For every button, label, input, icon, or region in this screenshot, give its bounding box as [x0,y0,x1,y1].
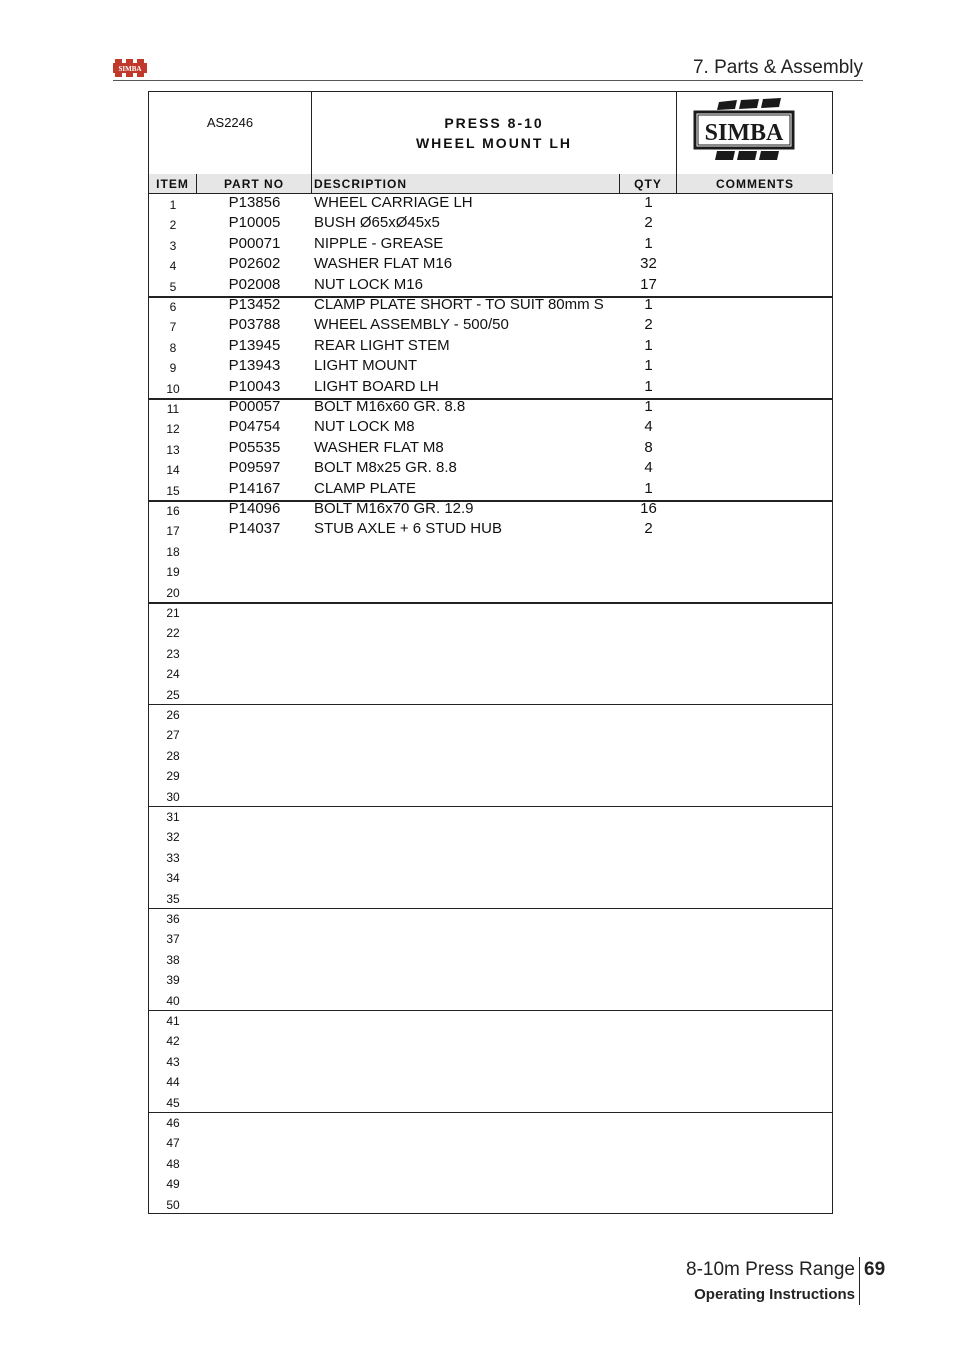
column-header-qty: QTY [620,174,677,194]
row-part-number: P10005 [228,214,281,232]
row-description: NUT LOCK M16 [314,275,423,293]
footer-subtitle: Operating Instructions [694,1286,855,1303]
section-title: 7. Parts & Assembly [692,57,863,78]
row-item-number: 14 [166,463,180,478]
row-quantity: 17 [640,275,657,293]
assembly-title-line2: WHEEL MOUNT LH [415,135,573,151]
row-quantity: 2 [644,214,653,232]
table-row [149,1093,832,1113]
table-row [149,991,832,1011]
header-logo-text: SIMBA [118,65,142,73]
row-item-number: 13 [166,442,180,457]
table-row [149,950,832,970]
row-item-number: 18 [166,544,180,559]
table-row [149,501,832,521]
table-row [149,440,832,460]
row-quantity: 4 [644,459,653,477]
row-part-number: P13856 [228,194,281,211]
row-item-number: 24 [166,667,180,682]
row-item-number: 35 [166,891,180,906]
table-row [149,521,832,541]
row-item-number: 46 [166,1116,180,1130]
table-row [149,542,832,562]
table-row [149,195,832,215]
row-item-number: 17 [166,524,180,539]
table-row [149,848,832,868]
table-row [149,970,832,990]
row-quantity: 8 [644,438,653,456]
row-item-number: 1 [169,198,177,212]
table-row [149,1072,832,1092]
table-row [149,1195,832,1215]
table-row [149,277,832,297]
row-item-number: 39 [166,973,180,988]
table-row [149,358,832,378]
row-item-number: 11 [166,402,180,416]
footer-product-title: 8-10m Press Range [686,1259,855,1280]
row-item-number: 7 [169,320,177,335]
row-part-number: P00071 [228,234,281,252]
column-header-item: ITEM [149,174,197,194]
row-item-number: 34 [166,871,180,886]
row-item-number: 42 [166,1034,180,1049]
table-row [149,1011,832,1031]
table-row [149,562,832,582]
row-quantity: 1 [644,398,653,415]
table-row [149,399,832,419]
row-item-number: 12 [166,422,180,437]
table-row [149,419,832,439]
table-row [149,297,832,317]
row-item-number: 10 [166,381,180,396]
table-row [149,644,832,664]
row-part-number: P14037 [228,520,281,538]
row-description: BOLT M16x60 GR. 8.8 [314,398,466,415]
row-quantity: 1 [644,336,653,354]
row-item-number: 25 [166,687,180,702]
row-item-number: 49 [166,1177,180,1192]
row-item-number: 23 [166,646,180,661]
row-item-number: 28 [166,748,180,763]
table-row [149,379,832,399]
table-row [149,623,832,643]
assembly-title [312,92,677,174]
row-part-number: P13452 [228,296,281,313]
table-row [149,215,832,235]
row-item-number: 4 [169,259,177,274]
row-quantity: 2 [644,520,653,538]
row-description: STUB AXLE + 6 STUD HUB [314,520,502,538]
title-block [149,92,832,175]
table-row [149,685,832,705]
column-header-part-no: PART NO [197,174,312,194]
table-row [149,766,832,786]
row-quantity: 32 [640,255,657,273]
row-item-number: 2 [169,218,177,233]
row-part-number: P14167 [228,479,281,497]
row-item-number: 26 [166,708,180,722]
table-row [149,889,832,909]
row-item-number: 21 [166,606,180,620]
table-row [149,1174,832,1194]
row-description: WASHER FLAT M16 [314,255,453,273]
row-quantity: 1 [644,479,653,497]
row-item-number: 48 [166,1156,180,1171]
table-row [149,481,832,501]
row-item-number: 15 [166,483,180,498]
table-row [149,338,832,358]
row-description: BOLT M8x25 GR. 8.8 [314,459,457,477]
column-header-description: DESCRIPTION [312,174,620,194]
table-row [149,705,832,725]
row-quantity: 1 [644,377,653,395]
row-item-number: 31 [166,810,180,824]
row-part-number: P09597 [228,459,281,477]
row-quantity: 2 [644,316,653,334]
table-row [149,1052,832,1072]
table-row [149,460,832,480]
row-description: REAR LIGHT STEM [314,336,450,354]
row-quantity: 1 [644,357,653,375]
logo-text: SIMBA [704,120,784,146]
row-part-number: P13945 [228,336,281,354]
header-rule [113,80,863,81]
row-item-number: 33 [166,850,180,865]
row-part-number: P00057 [228,398,281,415]
row-item-number: 41 [166,1014,180,1028]
row-part-number: P13943 [228,357,281,375]
row-part-number: P05535 [228,438,281,456]
row-description: WASHER FLAT M8 [314,438,444,456]
row-quantity: 16 [640,500,657,517]
row-item-number: 29 [166,769,180,784]
row-description: BUSH Ø65xØ45x5 [314,214,440,232]
row-quantity: 1 [644,194,653,211]
row-part-number: P04754 [228,418,281,436]
parts-sheet [148,91,833,1214]
row-description: NUT LOCK M8 [314,418,415,436]
row-item-number: 3 [169,238,177,253]
table-row [149,256,832,276]
row-description: WHEEL ASSEMBLY - 500/50 [314,316,509,334]
row-part-number: P02008 [228,275,281,293]
row-description: BOLT M16x70 GR. 12.9 [314,500,474,517]
assembly-number: AS2246 [149,92,312,174]
row-quantity: 1 [644,296,653,313]
table-row [149,725,832,745]
row-item-number: 45 [166,1095,180,1110]
assembly-title-line1: PRESS 8-10 [444,115,544,131]
row-item-number: 20 [166,585,180,600]
row-description: CLAMP PLATE [314,479,416,497]
row-description: WHEEL CARRIAGE LH [314,194,473,211]
row-quantity: 4 [644,418,653,436]
table-row [149,807,832,827]
row-description: CLAMP PLATE SHORT - TO SUIT 80mm S [314,296,604,313]
table-row [149,603,832,623]
row-item-number: 9 [169,361,177,376]
table-row [149,664,832,684]
row-item-number: 22 [166,626,180,641]
table-row [149,929,832,949]
column-header-comments: COMMENTS [677,174,833,194]
row-item-number: 36 [166,912,180,926]
row-item-number: 16 [166,504,180,518]
row-description: LIGHT BOARD LH [314,377,439,395]
row-item-number: 32 [166,830,180,845]
row-part-number: P03788 [228,316,281,334]
row-part-number: P10043 [228,377,281,395]
row-item-number: 44 [166,1075,180,1090]
row-item-number: 40 [166,993,180,1008]
table-row [149,317,832,337]
table-row [149,1154,832,1174]
table-row [149,236,832,256]
row-part-number: P02602 [228,255,281,273]
footer-divider [859,1257,860,1305]
table-row [149,1113,832,1133]
row-item-number: 37 [166,932,180,947]
row-item-number: 8 [169,340,177,355]
page-number: 69 [864,1259,886,1280]
table-row [149,868,832,888]
table-row [149,787,832,807]
row-quantity: 1 [644,234,653,252]
table-row [149,827,832,847]
simba-logo [677,92,833,174]
row-item-number: 5 [169,279,177,294]
row-part-number: P14096 [228,500,281,517]
table-row [149,746,832,766]
row-item-number: 47 [166,1136,180,1151]
table-row [149,1133,832,1153]
row-description: NIPPLE - GREASE [314,234,444,252]
row-item-number: 27 [166,728,180,743]
row-description: LIGHT MOUNT [314,357,418,375]
simba-header-logo [113,58,147,78]
table-row [149,583,832,603]
row-item-number: 50 [166,1197,180,1212]
table-row [149,909,832,929]
row-item-number: 6 [169,300,177,314]
row-item-number: 43 [166,1054,180,1069]
table-row [149,1031,832,1051]
row-item-number: 19 [166,565,180,580]
row-item-number: 38 [166,952,180,967]
row-item-number: 30 [166,789,180,804]
